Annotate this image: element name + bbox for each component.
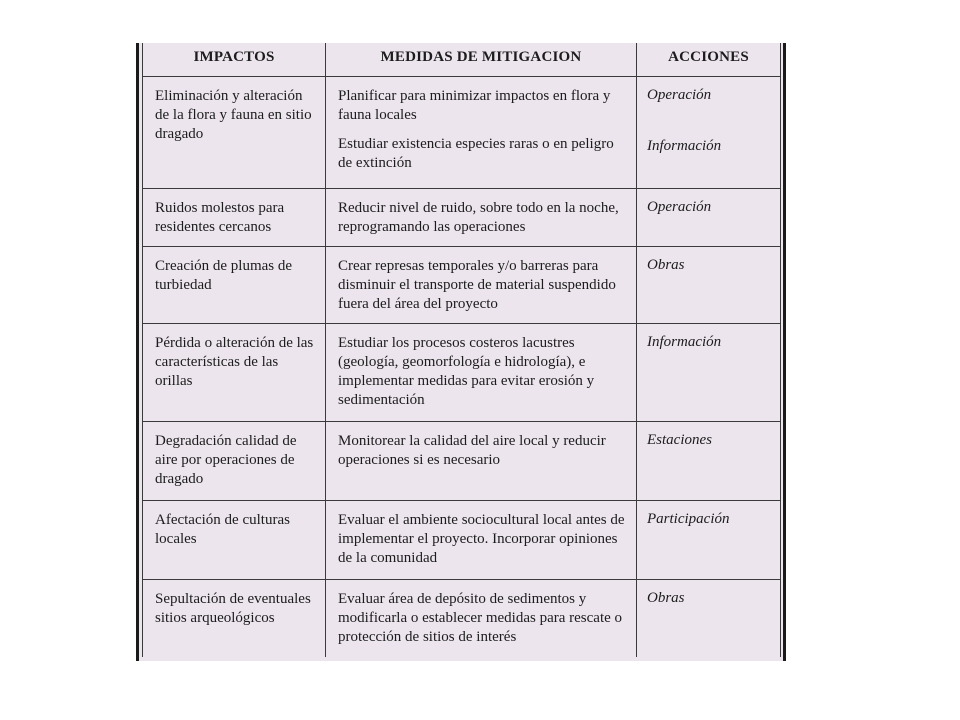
table-row — [143, 579, 781, 657]
table-row — [143, 188, 781, 246]
mitigation-table — [142, 43, 781, 657]
action-text: Información — [647, 137, 722, 154]
impact-text: Afectación de culturas locales — [155, 511, 290, 547]
table-header-row — [143, 43, 781, 76]
measures-cell — [326, 188, 637, 246]
measures-cell — [326, 323, 637, 421]
measure-text: Monitorear la calidad del aire local y reducir operaciones si es necesario — [338, 432, 606, 468]
header-medidas: MEDIDAS DE MITIGACION — [326, 43, 637, 76]
actions-cell — [637, 323, 781, 421]
table-row — [143, 323, 781, 421]
impact-text: Sepultación de eventuales sitios arqueológicos — [155, 590, 311, 626]
impact-cell — [143, 246, 326, 323]
table-row — [143, 76, 781, 188]
impact-cell — [143, 323, 326, 421]
measures-cell — [326, 76, 637, 188]
measures-cell — [326, 421, 637, 500]
table-row — [143, 421, 781, 500]
measure-text: Crear represas temporales y/o barreras para disminuir el transporte de material suspendido fuera del área del proyecto — [338, 257, 616, 312]
impact-text: Pérdida o alteración de las características de las orillas — [155, 334, 314, 389]
measure-text: Reducir nivel de ruido, sobre todo en la noche, reprogramando las operaciones — [338, 199, 619, 235]
action-text: Obras — [647, 589, 685, 606]
actions-cell — [637, 188, 781, 246]
actions-cell — [637, 421, 781, 500]
table-row — [143, 500, 781, 579]
action-text: Estaciones — [647, 431, 712, 448]
measure-text: Evaluar área de depósito de sedimentos y modificarla o establecer medidas para rescate o protección de sitios de interés — [338, 590, 623, 645]
measure-text: Planificar para minimizar impactos en flora y fauna locales — [338, 87, 611, 123]
actions-cell — [637, 500, 781, 579]
header-acciones: ACCIONES — [637, 43, 781, 76]
table-row — [143, 246, 781, 323]
impact-text: Ruidos molestos para residentes cercanos — [155, 199, 285, 235]
measure-text: Estudiar los procesos costeros lacustres (geología, geomorfología e hidrología), e implementar medidas para evitar erosión y sedimentación — [338, 334, 595, 408]
action-text: Participación — [647, 510, 730, 527]
impact-cell — [143, 76, 326, 188]
impact-cell — [143, 579, 326, 657]
measures-cell — [326, 246, 637, 323]
impact-cell — [143, 421, 326, 500]
impact-text: Eliminación y alteración de la flora y fauna en sitio dragado — [155, 87, 312, 142]
impact-text: Degradación calidad de aire por operaciones de dragado — [155, 432, 297, 487]
impact-text: Creación de plumas de turbiedad — [155, 257, 293, 293]
actions-cell — [637, 76, 781, 188]
measure-text: Evaluar el ambiente sociocultural local antes de implementar el proyecto. Incorporar opiniones de la comunidad — [338, 511, 625, 566]
action-text: Obras — [647, 256, 685, 273]
action-text: Operación — [647, 86, 712, 103]
actions-cell — [637, 579, 781, 657]
action-text: Información — [647, 333, 722, 350]
action-text: Operación — [647, 198, 712, 215]
measures-cell — [326, 579, 637, 657]
impact-cell — [143, 188, 326, 246]
measures-cell — [326, 500, 637, 579]
measure-text: Estudiar existencia especies raras o en peligro de extinción — [338, 135, 614, 171]
header-impactos: IMPACTOS — [143, 43, 326, 76]
actions-cell — [637, 246, 781, 323]
impact-cell — [143, 500, 326, 579]
